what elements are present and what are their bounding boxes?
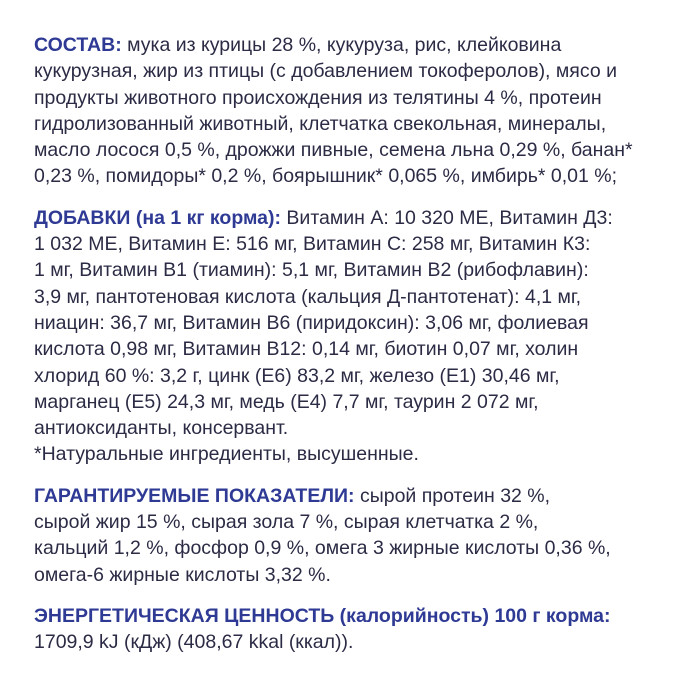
additives-line: марганец (Е5) 24,3 мг, медь (Е4) 7,7 мг, таурин 2 072 мг,	[34, 390, 539, 413]
guaranteed-line: кальций 1,2 %, фосфор 0,9 %, омега 3 жирные кислоты 0,36 %,	[34, 537, 611, 560]
composition-heading: СОСТАВ:	[34, 34, 122, 56]
composition-line: продукты животного происхождения из телятины 4 %, протеин	[34, 86, 602, 109]
additives-line: 1 032 МЕ, Витамин Е: 516 мг, Витамин С: 258 мг, Витамин К3:	[34, 233, 591, 256]
composition-line: кукурузная, жир из птицы (с добавлением токоферолов), мясо и	[34, 60, 617, 83]
additives-section	[34, 205, 670, 468]
additives-line: кислота 0,98 мг, Витамин В12: 0,14 мг, биотин 0,07 мг, холин	[34, 338, 579, 361]
guaranteed-line-1	[34, 483, 670, 509]
composition-line: масло лосося 0,5 %, дрожжи пивные, семена льна 0,29 %, банан*	[34, 139, 633, 162]
additives-line: антиоксиданты, консервант.	[34, 417, 289, 440]
additives-text: Витамин А: 10 320 МЕ, Витамин Д3:	[281, 206, 613, 229]
composition-line: 0,23 %, помидоры* 0,2 %, боярышник* 0,065 %, имбирь* 0,01 %;	[34, 165, 617, 188]
additives-line-1	[34, 205, 670, 231]
composition-line: гидролизованный животный, клетчатка свекольная, минералы,	[34, 112, 607, 135]
composition-section	[34, 32, 670, 190]
composition-text: мука из курицы 28 %, кукуруза, рис, клейковина	[121, 34, 562, 56]
energy-value: 1709,9 kJ (кДж) (408,67 kkal (ккал)).	[34, 631, 354, 654]
energy-section	[34, 603, 670, 656]
guaranteed-text: сырой протеин 32 %,	[354, 484, 551, 507]
guaranteed-heading: ГАРАНТИРУЕМЫЕ ПОКАЗАТЕЛИ:	[34, 484, 355, 507]
guaranteed-line: омега-6 жирные кислоты 3,32 %.	[34, 563, 331, 586]
guaranteed-section	[34, 483, 670, 588]
energy-heading: ЭНЕРГЕТИЧЕСКАЯ ЦЕННОСТЬ (калорийность) 100 г корма:	[34, 604, 611, 627]
natural-ingredients-note: *Натуральные ингредиенты, высушенные.	[34, 443, 419, 466]
additives-line: ниацин: 36,7 мг, Витамин В6 (пиридоксин): 3,06 мг, фолиевая	[34, 311, 589, 334]
additives-line: 3,9 мг, пантотеновая кислота (кальция Д-пантотенат): 4,1 мг,	[34, 285, 582, 308]
additives-line: хлорид 60 %: 3,2 г, цинк (Е6) 83,2 мг, железо (Е1) 30,46 мг,	[34, 364, 560, 387]
additives-heading: ДОБАВКИ (на 1 кг корма):	[34, 206, 281, 229]
guaranteed-line: сырой жир 15 %, сырая зола 7 %, сырая клетчатка 2 %,	[34, 511, 539, 534]
composition-line-1	[34, 32, 670, 58]
additives-line: 1 мг, Витамин B1 (тиамин): 5,1 мг, Витамин В2 (рибофлавин):	[34, 259, 589, 282]
